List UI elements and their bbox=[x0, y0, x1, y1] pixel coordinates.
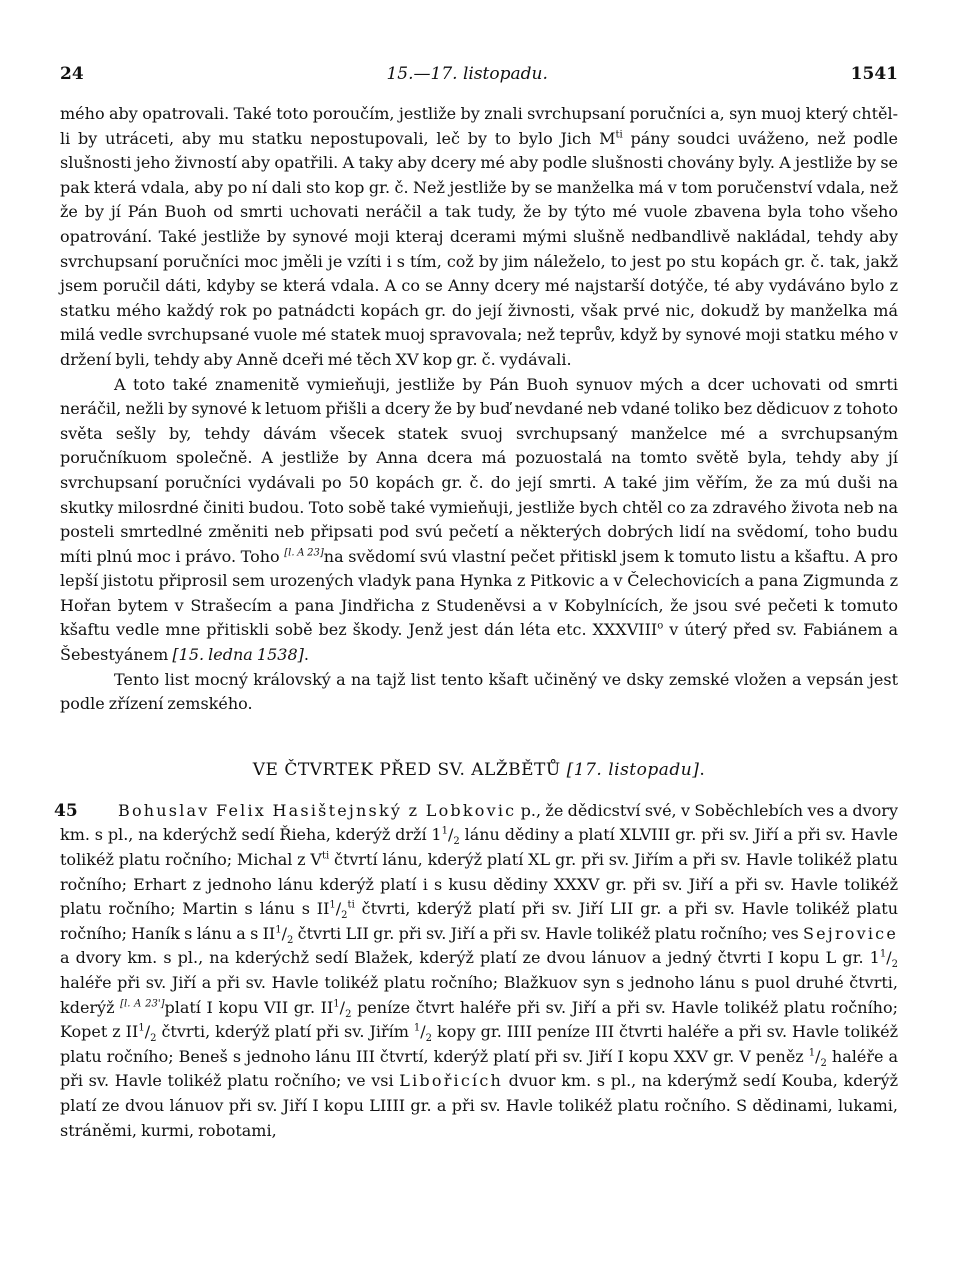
paragraph-continuation: mého aby opatrovali. Také toto poroučím, jestliže by znali svrchupsaní poručníci a, syn muoj který chtěl-li by utráceti, aby mu statku nepostupovali, leč by to bylo Jich $M^{ti}$ pány soudci uváženo, než podle slušnosti jeho živností aby opatřili. A taky aby dcery mé aby podle slušnosti chovány byly. A jestliže by se pak která vdala, aby po ní dali sto kop gr. č. Než jestliže by se manželka má v tom poručenství vdala, než že by jí Pán Buoh od smrti uchovati neráčil a tak tudy, že by týto mé vuole zbavena byla toho všeho opatrování. Také jestliže by synové moji kteraj dcerami mými slušně nedbandlivě nakládal, tehdy aby svrchupsaní poručníci moc jměli je vzíti i s tím, což by jim náleželo, to jest po stu kopách gr. č. tak, jakž jsem poručil dáti, kdyby se která vdala. A co se Anny dcery mé najstarší dotýče, té aby vydáváno bylo z statku mého každý rok po patnádcti kopách gr. do její živnosti, však prvé nic, dokudž by manželka má milá vedle svrchupsané vuole mé statek muoj spravovala; než teprův, když by synové moji statku mého v držení byli, tehdy aby Anně dceři mé těch XV kop gr. č. vydávali. bbox=[60, 104, 899, 369]
place-name: Libořicích bbox=[399, 1071, 504, 1091]
paragraph-registration: Tento list mocný královský a na tajž list tento kšaft učiněný ve dsky zemské vložen a vepsán jest podle zřízení zemského. bbox=[60, 669, 898, 714]
superscript: o bbox=[657, 621, 664, 633]
entry-number: 45 bbox=[54, 800, 78, 821]
paragraph-provisions: A toto také znamenitě vymieňuji, jestliže by Pán Buoh synuov mých a dcer uchovati od smrti neráčil, nežli by synové k letuom přišli a dcery že by buď nevdané neb vdané toliko bez dědicuov z tohoto světa sešly by, tehdy dávám všecek statek svuoj svrchupsaný manželce mé a svrchupsaným poručníkuom společně. A jestliže by Anna dcera má pozuostalá na tomto světě byla, tehdy aby jí svrchupsaní poručníci vydávali po 50 kopách gr. č. do její smrti. A také jim věřím, že za mú duši na skutky milosrdné činiti budou. Toto sobě také vymieňuji, jestliže bych chtěl co za zdravého života neb na posteli smrtedlné změniti neb připsati pod svú pečetí a některých dobrých lidí na svědomí, toho budu míti plnú moc i právo. Toho [l. A 23]na svědomí svú vlastní pečet přitiskl jsem k tomuto listu a kšaftu. A pro lepší jistotu připrosil sem urozených vladyk pana Hynka z Pitkovic a v Čelechovicích a pana Zigmunda z Hořan bytem v Strašecím a pana Jindřicha z Studeněvsi a v Kobylnících, že jsou své pečeti k tomuto kšaftu vedle mne přitiskli sobě bez škody. Jenž jest dán léta etc. XXXVIII$^o$ v úterý před sv. Fabiánem a Šebestyánem [15. ledna 1538]. bbox=[60, 374, 899, 665]
person-name: Bohuslav Felix Hasištejnský z Lobkovic bbox=[118, 800, 517, 820]
page-number: 24 bbox=[60, 64, 84, 84]
entry-45 bbox=[54, 799, 899, 1143]
entry-text: 45 Bohuslav Felix Hasištejnský z Lobkovic p., že dědicství své, v Soběchlebích ves a dvory km. s pl., na kderýchž sedí Řieha, kderýž drží $1^1/_2$ lánu dědiny a platí XLVIII gr. při sv. Jiří a při sv. Havle tolikéž platu ročního; Michal z $V^{ti}$ čtvrtí lánu, kderýž platí XL gr. při sv. Jiřím a při sv. Havle tolikéž platu ročního; Erhart z jednoho lánu kderýž platí i s kusu dědiny XXXV gr. při sv. Jiří a při sv. Havle tolikéž platu ročního; Martin s lánu s $II^1/_2^{ti}$ čtvrti, kderýž platí při sv. Jiří LII gr. a při sv. Havle tolikéž platu ročního; Haník s lánu a s $II^1/_2$ čtvrti LII gr. při sv. Jiří a při sv. Havle tolikéž platu ročního; ves Sejrovice a dvory km. s pl., na kderýchž sedí Blažek, kderýž platí ze dvou lánuov a jedný čtvrti I kopu L gr. $1^1/_2$ haléře při sv. Jiří a při sv. Havle tolikéž platu ročního; Blažkuov syn s jednoho lánu s puol druhé čtvrti, kderýž [l. A 23']platí I kopu VII gr. $II^1/_2$ peníze čtvrt haléře při sv. Jiří a při sv. Havle tolikéž platu ročního; Kopet z $II^1/_2$ čtvrti, kderýž platí při sv. Jiřím $^1/_2$ kopy gr. IIII peníze III čtvrti haléře a při sv. Havle tolikéž platu ročního; Beneš s jednoho lánu III čtvrtí, kderýž platí při sv. Jiří I kopu XXV gr. V peněz $^1/_2$ haléře a při sv. Havle tolikéž platu ročního; ve vsi Libořicích dvuor km. s pl., na kderýmž sedí Kouba, kderýž platí ze dvou lánuov při sv. Jiří I kopu LIIII gr. a při sv. Havle tolikéž platu ročního. S dědinami, lukami, stráněmi, kurmi, robotami, bbox=[54, 800, 899, 1140]
running-header bbox=[60, 64, 898, 88]
place-name: Sejrovice bbox=[802, 923, 899, 943]
folio-marker: [l. A 23] bbox=[284, 547, 324, 559]
section-heading: VE ČTVRTEK PŘED SV. ALŽBĚTŮ [17. listopadu]. bbox=[252, 759, 706, 780]
header-date: 15.—17. listopadu. bbox=[386, 64, 548, 84]
editorial-date: [15. ledna 1538] bbox=[172, 645, 304, 665]
header-year: 1541 bbox=[850, 64, 898, 84]
superscript: ti bbox=[615, 129, 623, 141]
folio-marker: [l. A 23'] bbox=[120, 998, 165, 1010]
document-page bbox=[54, 64, 899, 1143]
